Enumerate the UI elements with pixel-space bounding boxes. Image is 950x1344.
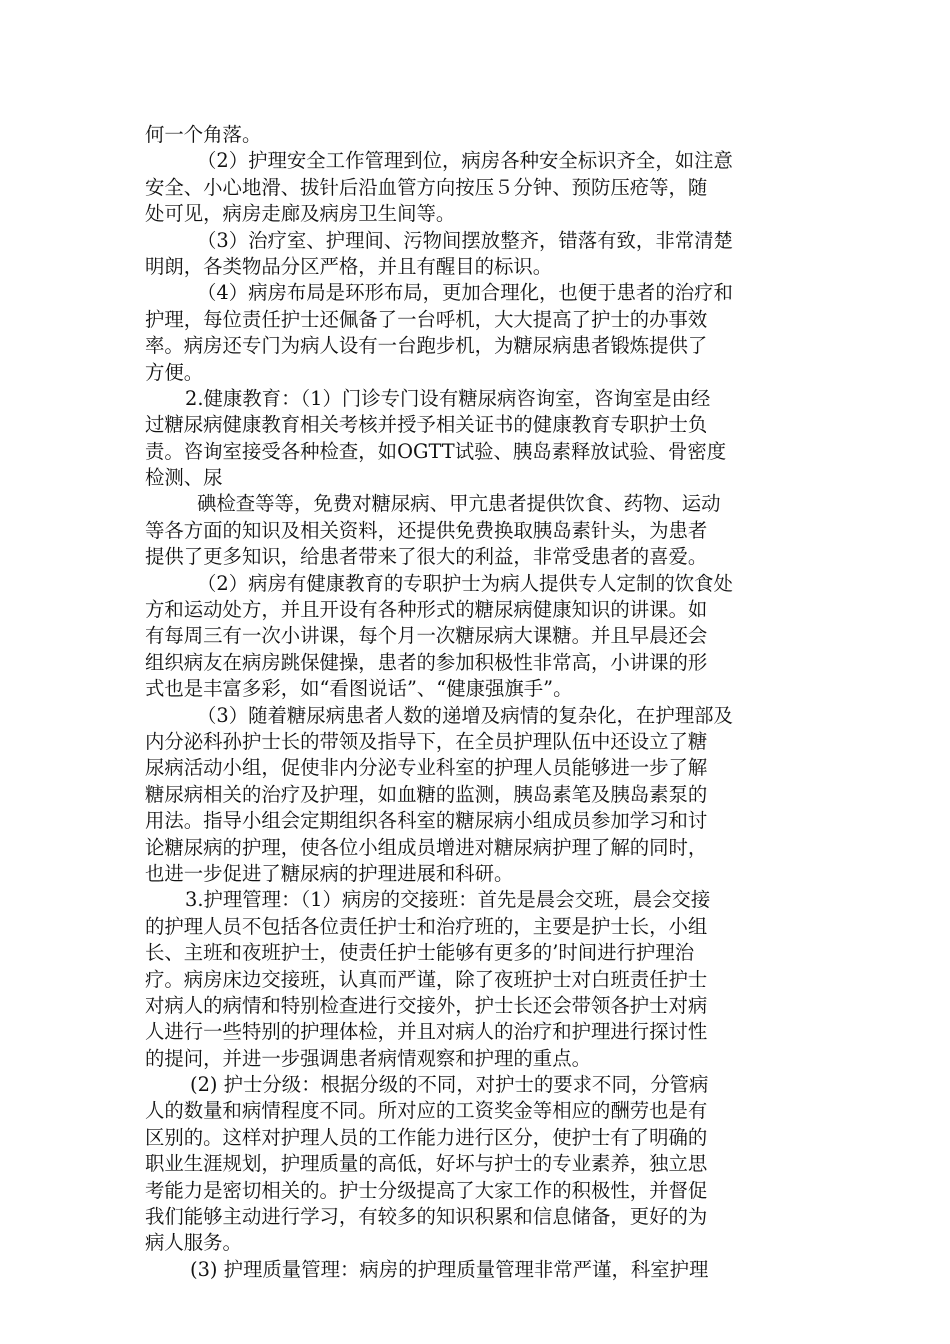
text-line: 也进一步促进了糖尿病的护理进展和科研。 (145, 861, 514, 885)
text-line: 我们能够主动进行学习，有较多的知识积累和信息储备，更好的为 (145, 1205, 708, 1229)
text-line: 有每周三有一次小讲课，每个月一次糖尿病大课糖。并且早晨还会 (145, 624, 708, 648)
text-line: 检测、尿 (145, 466, 223, 490)
text-line: （3）治疗室、护理间、污物间摆放整齐，错落有致，非常清楚 (197, 228, 733, 252)
text-line: 糖尿病相关的治疗及护理，如血糖的监测，胰岛素笔及胰岛素泵的 (145, 782, 708, 806)
text-line: 考能力是密切相关的。护士分级提高了大家工作的积极性，并督促 (145, 1178, 708, 1202)
text-line: 提供了更多知识，给患者带来了很大的利益，非常受患者的喜爱。 (145, 545, 708, 569)
text-line: 疗。病房床边交接班，认真而严谨，除了夜班护士对白班责任护士 (145, 967, 708, 991)
text-line: （2）病房有健康教育的专职护士为病人提供专人定制的饮食处 (197, 571, 733, 595)
text-line: 人进行一些特别的护理体检，并且对病人的治疗和护理进行探讨性 (145, 1020, 708, 1044)
text-line: 组织病友在病房跳保健操，患者的参加积极性非常高，小讲课的形 (145, 650, 708, 674)
text-line: 处可见，病房走廊及病房卫生间等。 (145, 202, 456, 226)
text-line: （3）随着糖尿病患者人数的递增及病情的复杂化，在护理部及 (197, 703, 733, 727)
text-line: 对病人的病情和特别检查进行交接外，护士长还会带领各护士对病 (145, 993, 708, 1017)
text-line: 人的数量和病情程度不同。所对应的工资奖金等相应的酬劳也是有 (145, 1099, 708, 1123)
text-line: 碘检查等等，免费对糖尿病、甲亢患者提供饮食、药物、运动 (197, 492, 721, 516)
text-line: 安全、小心地滑、拔针后沿血管方向按压５分钟、预防压疮等，随 (145, 175, 708, 199)
text-line: 方和运动处方，并且开设有各种形式的糖尿病健康知识的讲课。如 (145, 598, 708, 622)
text-line: 长、主班和夜班护士，使责任护士能够有更多的’时间进行护理治 (145, 941, 695, 965)
text-line: 责。咨询室接受各种检查，如OGTT试验、胰岛素释放试验、骨密度 (145, 439, 727, 463)
text-line: (2) 护士分级：根据分级的不同，对护士的要求不同，分管病 (190, 1073, 709, 1097)
text-line: 职业生涯规划，护理质量的高低，好坏与护士的专业素养，独立思 (145, 1152, 708, 1176)
text-line: 用法。指导小组会定期组织各科室的糖尿病小组成员参加学习和讨 (145, 809, 708, 833)
text-line: (3) 护理质量管理：病房的护理质量管理非常严谨，科室护理 (190, 1257, 709, 1281)
text-line: 率。病房还专门为病人设有一台跑步机，为糖尿病患者锻炼提供了 (145, 334, 708, 358)
text-line: 病人服务。 (145, 1231, 242, 1255)
text-line: （2）护理安全工作管理到位，病房各种安全标识齐全，如注意 (197, 149, 733, 173)
text-line: 方便。 (145, 360, 204, 384)
text-line: 内分泌科孙护士长的带领及指导下，在全员护理队伍中还设立了糖 (145, 729, 708, 753)
text-line: 的提问，并进一步强调患者病情观察和护理的重点。 (145, 1046, 591, 1070)
text-line: 尿病活动小组，促使非内分泌专业科室的护理人员能够进一步了解 (145, 756, 708, 780)
text-line: 区别的。这样对护理人员的工作能力进行区分，使护士有了明确的 (145, 1125, 708, 1149)
text-line: 等各方面的知识及相关资料，还提供免费换取胰岛素针头，为患者 (145, 518, 708, 542)
text-line: 2.健康教育：（1）门诊专门设有糖尿病咨询室，咨询室是由经 (185, 386, 711, 410)
text-line: 式也是丰富多彩，如“看图说话”、“健康强旗手”。 (145, 677, 573, 701)
text-line: 明朗，各类物品分区严格，并且有醒目的标识。 (145, 254, 553, 278)
text-line: 过糖尿病健康教育相关考核并授予相关证书的健康教育专职护士负 (145, 413, 708, 437)
text-line: （4）病房布局是环形布局，更加合理化，也便于患者的治疗和 (197, 281, 733, 305)
text-line: 护理，每位责任护士还佩备了一台呼机，大大提高了护士的办事效 (145, 307, 708, 331)
text-line: 3.护理管理：（1）病房的交接班：首先是晨会交班，晨会交接 (185, 888, 711, 912)
text-line: 何一个角落。 (145, 123, 262, 146)
text-line: 的护理人员不包括各位责任护士和治疗班的，主要是护士长，小组 (145, 914, 708, 938)
document-body (145, 122, 815, 1283)
text-line: 论糖尿病的护理，使各位小组成员增进对糖尿病护理了解的同时， (145, 835, 708, 859)
